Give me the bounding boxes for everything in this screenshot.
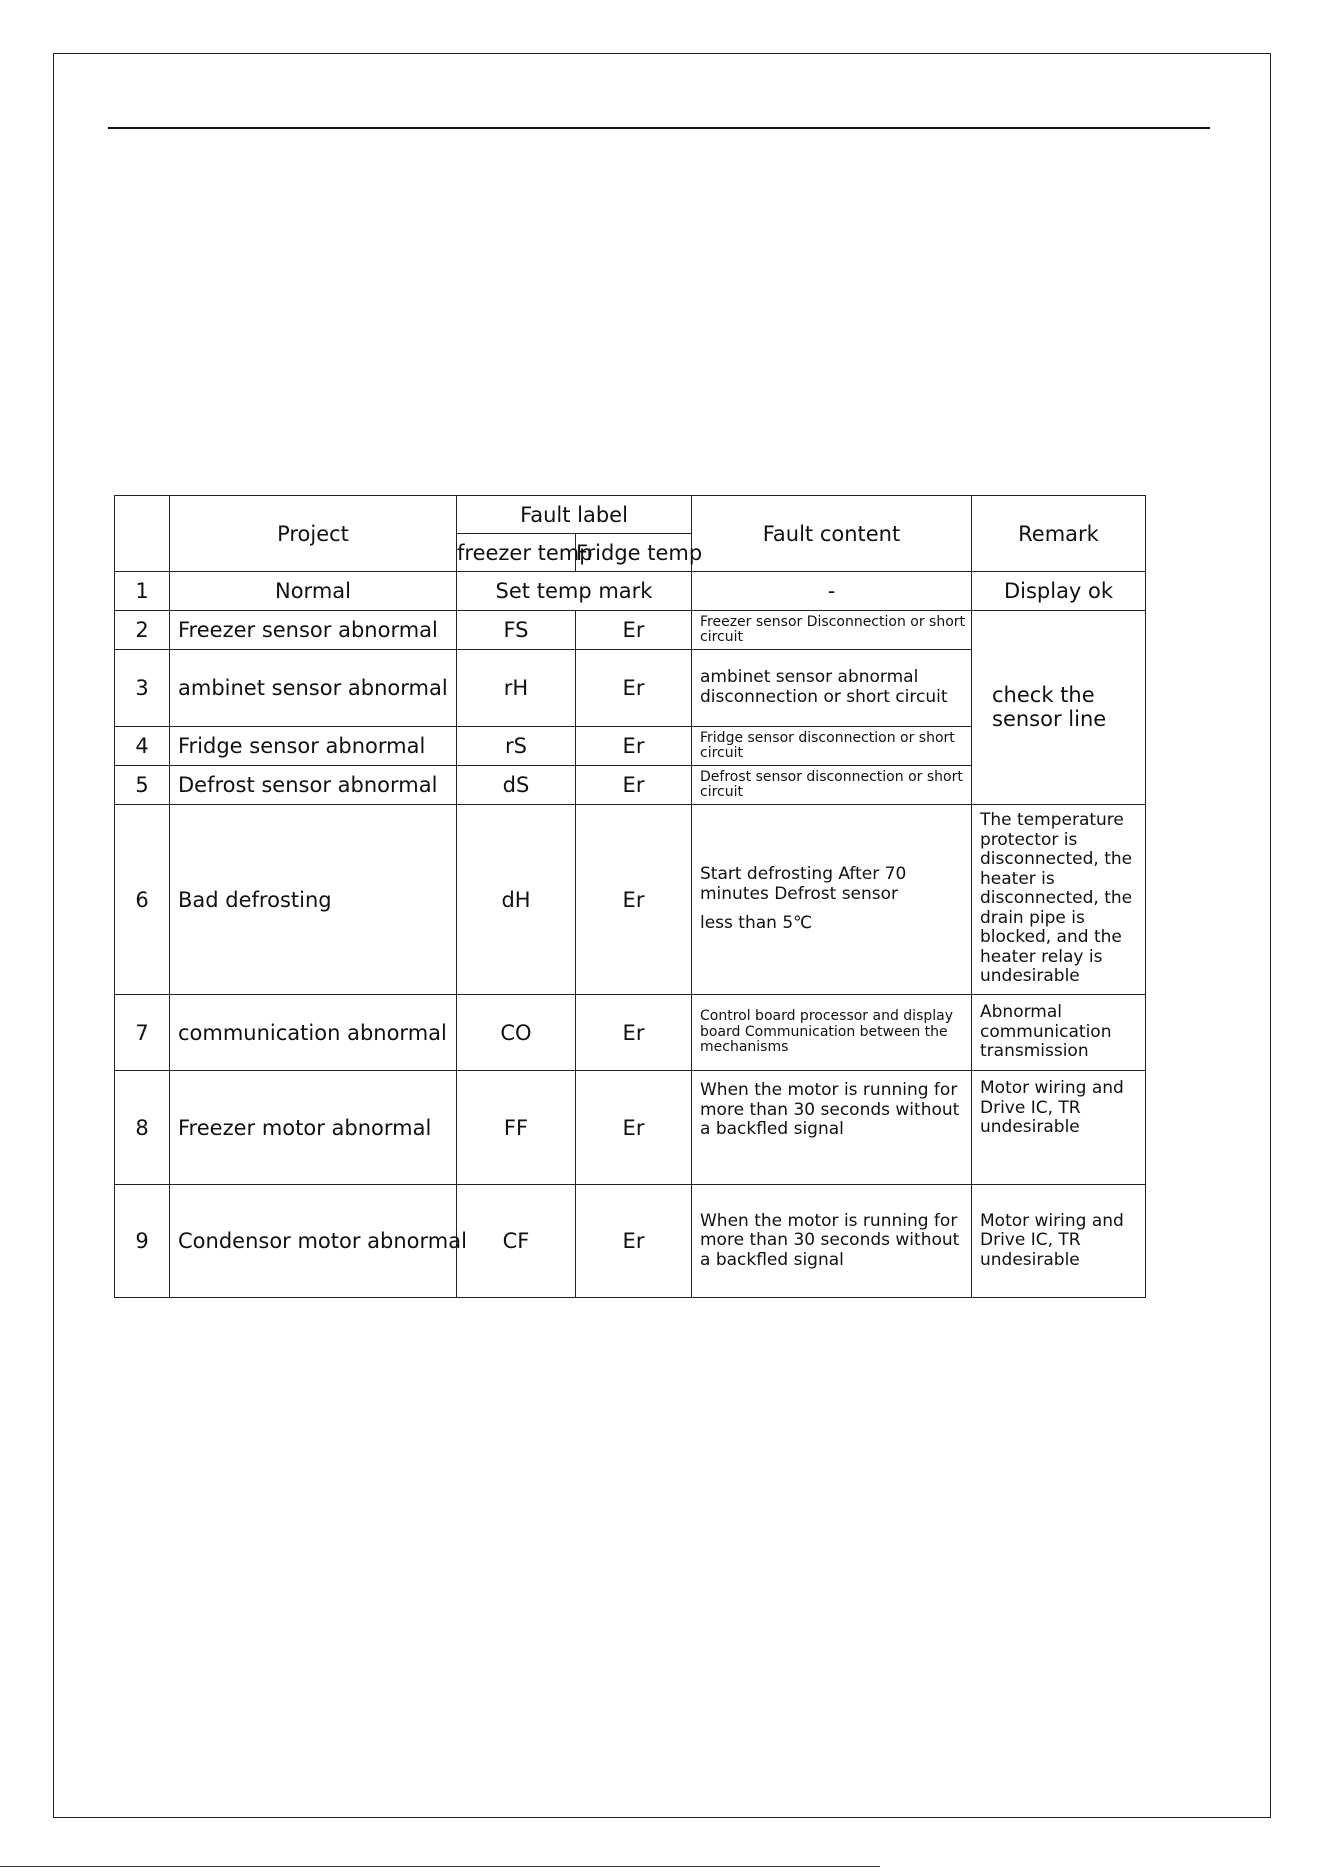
header-rule	[108, 127, 1210, 129]
table-row	[115, 805, 1146, 995]
header-fault-label: Fault label	[457, 496, 692, 534]
row-fault-content: Freezer sensor Disconnection or short circuit	[692, 611, 972, 650]
row-fridge-code: Er	[576, 995, 692, 1071]
table-row	[115, 611, 1146, 650]
row-fault-content: When the motor is running for more than 30 seconds without a backfled signal	[692, 1071, 972, 1185]
row-fridge-code: Er	[576, 1185, 692, 1298]
row-freezer-code: rH	[457, 650, 576, 727]
row-project: Freezer motor abnormal	[170, 1071, 457, 1185]
table-row	[115, 995, 1146, 1071]
row-remark: Display ok	[972, 572, 1146, 611]
row-remark: Abnormal communication transmission	[972, 995, 1146, 1071]
row-project: communication abnormal	[170, 995, 457, 1071]
row-number: 9	[115, 1185, 170, 1298]
row-remark: Motor wiring and Drive IC, TR undesirable	[972, 1185, 1146, 1298]
row-fridge-code: Er	[576, 766, 692, 805]
row-number: 3	[115, 650, 170, 727]
row-fridge-code: Er	[576, 611, 692, 650]
row-freezer-code: FF	[457, 1071, 576, 1185]
row-fault-content: Control board processor and display board Communication between the mechanisms	[692, 995, 972, 1071]
row-project: Normal	[170, 572, 457, 611]
header-number	[115, 496, 170, 572]
table-row	[115, 1071, 1146, 1185]
header-freezer-temp: freezer temp	[457, 534, 576, 572]
row-fault-content: Fridge sensor disconnection or short circuit	[692, 727, 972, 766]
row-freezer-code: dH	[457, 805, 576, 995]
row-project: Defrost sensor abnormal	[170, 766, 457, 805]
row-fridge-code: Er	[576, 1071, 692, 1185]
row-fault-content-line2: less than 5℃	[700, 913, 813, 934]
row-project: ambinet sensor abnormal	[170, 650, 457, 727]
row-freezer-code: dS	[457, 766, 576, 805]
row-freezer-code: FS	[457, 611, 576, 650]
row-fault-content-line1: Start defrosting After 70 minutes Defrost sensor	[700, 864, 907, 904]
row-number: 5	[115, 766, 170, 805]
row-freezer-code: CF	[457, 1185, 576, 1298]
header-fault-content: Fault content	[692, 496, 972, 572]
row-number: 4	[115, 727, 170, 766]
header-remark: Remark	[972, 496, 1146, 572]
row-number: 7	[115, 995, 170, 1071]
row-fridge-code: Er	[576, 727, 692, 766]
row-fridge-code: Er	[576, 805, 692, 995]
row-fridge-code: Er	[576, 650, 692, 727]
row-fault-content	[692, 805, 972, 995]
row-remark: Motor wiring and Drive IC, TR undesirable	[972, 1071, 1146, 1185]
row-project: Freezer sensor abnormal	[170, 611, 457, 650]
row-fault-content: -	[692, 572, 972, 611]
row-fault-content: When the motor is running for more than 30 seconds without a backfled signal	[692, 1185, 972, 1298]
row-fault-content: Defrost sensor disconnection or short circuit	[692, 766, 972, 805]
row-project: Condensor motor abnormal	[170, 1185, 457, 1298]
row-fault-label: Set temp mark	[457, 572, 692, 611]
row-freezer-code: rS	[457, 727, 576, 766]
footer-rule	[0, 1866, 880, 1867]
table-header-row	[115, 496, 1146, 534]
table-row	[115, 1185, 1146, 1298]
row-number: 1	[115, 572, 170, 611]
row-number: 6	[115, 805, 170, 995]
row-remark-merged: check the sensor line	[972, 611, 1146, 805]
row-number: 8	[115, 1071, 170, 1185]
row-freezer-code: CO	[457, 995, 576, 1071]
header-fridge-temp: Fridge temp	[576, 534, 692, 572]
row-fault-content: ambinet sensor abnormal disconnection or short circuit	[692, 650, 972, 727]
row-project: Bad defrosting	[170, 805, 457, 995]
row-project: Fridge sensor abnormal	[170, 727, 457, 766]
fault-code-table	[114, 495, 1146, 1298]
table-row	[115, 572, 1146, 611]
row-remark: The temperature protector is disconnected, the heater is disconnected, the drain pipe is blocked, and the heater relay is undesirable	[972, 805, 1146, 995]
header-project: Project	[170, 496, 457, 572]
row-number: 2	[115, 611, 170, 650]
